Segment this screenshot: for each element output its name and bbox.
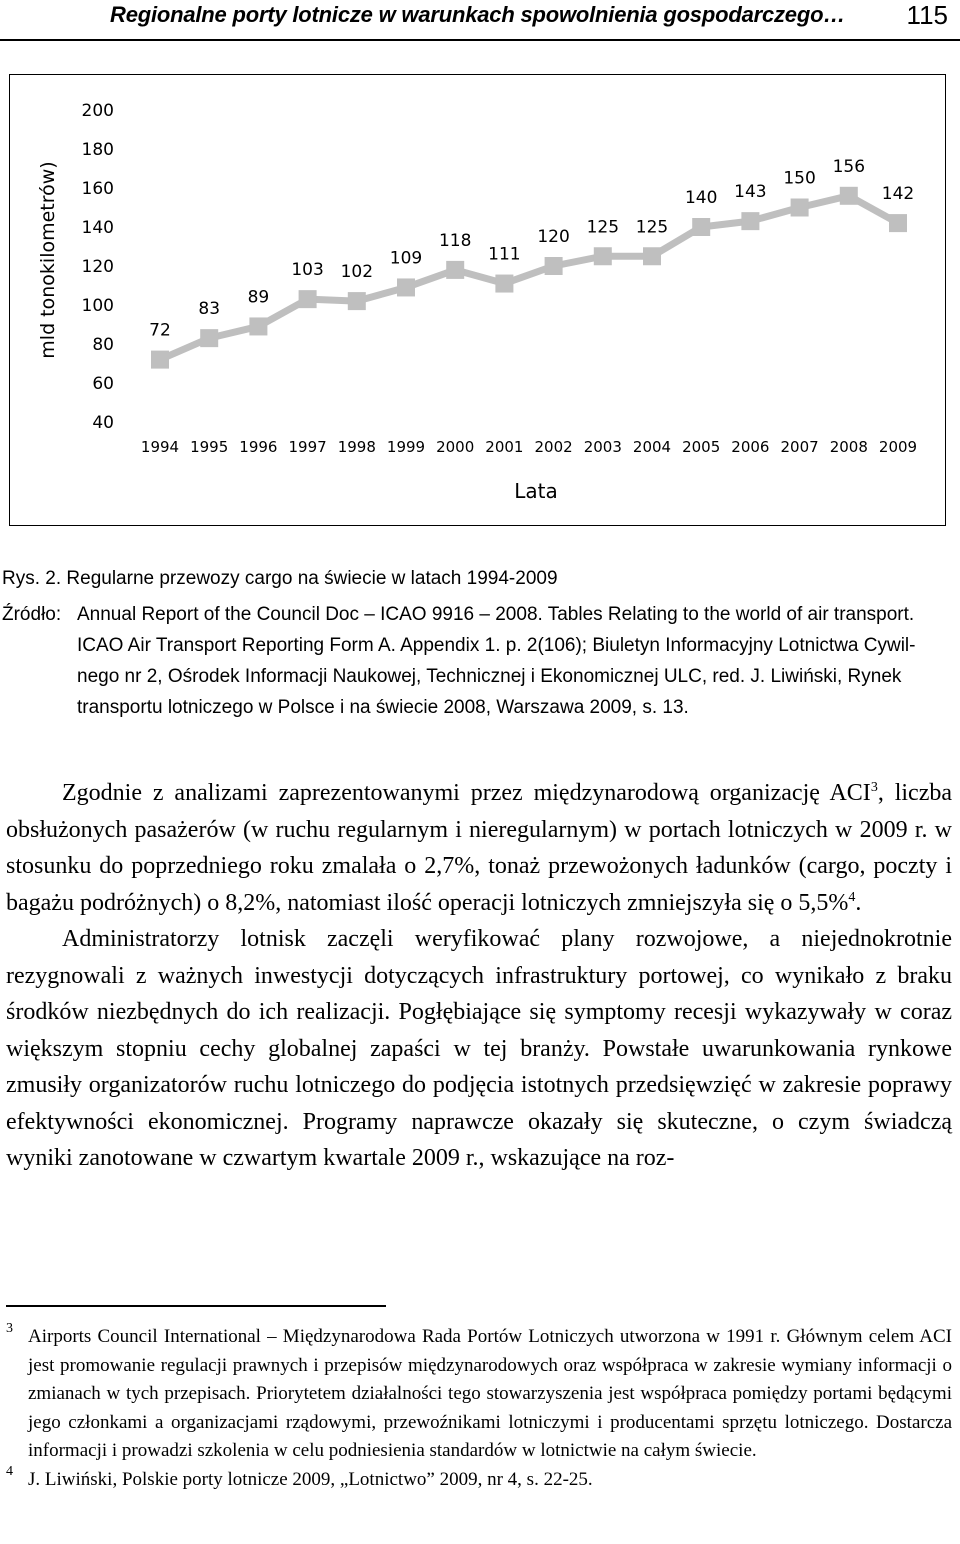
y-tick-label: 140	[81, 218, 114, 238]
data-labels	[149, 157, 914, 341]
data-point-marker	[348, 292, 366, 310]
data-label: 142	[881, 184, 915, 205]
data-point-marker	[643, 247, 661, 265]
footnote-ref[interactable]: 3	[870, 780, 878, 795]
data-label: 150	[783, 168, 816, 189]
x-tick-label: 1994	[140, 438, 180, 456]
data-label: 102	[340, 262, 374, 283]
x-tick-labels	[141, 438, 917, 456]
x-tick-label: 2009	[878, 438, 918, 456]
x-tick-label: 1996	[239, 438, 278, 456]
data-label: 156	[832, 156, 866, 177]
data-label: 125	[586, 217, 620, 238]
footnote-number: 4	[6, 1463, 13, 1479]
page-header	[0, 0, 960, 40]
data-point-marker	[299, 290, 317, 308]
y-tick-labels	[82, 101, 114, 433]
data-point-marker	[741, 212, 759, 230]
x-axis-label: Lata	[514, 479, 558, 503]
line-chart	[10, 75, 944, 524]
data-point-marker	[840, 187, 858, 205]
y-tick-label: 40	[92, 413, 114, 433]
page-number: 115	[906, 0, 948, 30]
source-line: transportu lotniczego w Polsce i na świecie 2008, Warszawa 2009, s. 13.	[77, 697, 689, 718]
data-label: 140	[684, 188, 718, 208]
data-label: 83	[198, 299, 221, 320]
data-point-marker	[692, 218, 710, 236]
source-label: Źródło:	[2, 604, 62, 625]
paragraph: Administratorzy lotnisk zaczęli weryfikować plany rozwojowe, a niejednokrotnie rezygnowali z ważnych inwestycji dotyczących infrastruktury portowej, co wynikało z braku środków niezbędnych do ich realizacji. Pogłębiające się symptomy recesji wykazywały w coraz większym stopniu cechy globalnej zapaści w tej branży. Powstałe uwarunkowania rynkowe zmusiły organizatorów ruchu lotniczego do podjęcia istotnych przedsięwzięć w zakresie poprawy efektywności ekonomicznej. Programy naprawcze okazały się skuteczne, o czym świadczą wyniki zanotowane w czwartym kwartale 2009 r., wskazujące na roz-	[6, 926, 952, 1171]
source-line: nego nr 2, Ośrodek Informacji Naukowej, Technicznej i Ekonomicznej ULC, red. J. Liwiński, Rynek	[77, 666, 902, 687]
y-axis-label: mld tonokilometrów)	[37, 161, 59, 359]
y-tick-label: 100	[81, 296, 114, 316]
paragraph: Zgodnie z analizami zaprezentowanymi przez międzynarodową organizację ACI$^3$, liczba obsłużonych pasażerów (w ruchu regularnym i nieregularnym) w portach lotniczych w 2009 r. w stosunku do poprzedniego roku zmalała o 2,7%, tonaż przewożonych ładunków (cargo, poczty i bagażu podróżnych) o 8,2%, natomiast ilość operacji lotniczych zmniejszyła się o 5,5%$^4$.	[6, 780, 952, 916]
footnote-rule	[6, 1305, 386, 1307]
source-line: Annual Report of the Council Doc – ICAO 9916 – 2008. Tables Relating to the world of air transport.	[77, 604, 915, 625]
data-point-marker	[200, 329, 218, 347]
x-tick-label: 2003	[583, 438, 622, 456]
source-line: ICAO Air Transport Reporting Form A. Appendix 1. p. 2(106); Biuletyn Informacyjny Lotnictwa Cywil-	[77, 635, 916, 656]
y-tick-label: 60	[92, 374, 114, 394]
x-tick-label: 1997	[288, 438, 327, 456]
data-label: 118	[438, 230, 472, 251]
y-tick-label: 160	[81, 179, 114, 199]
chart-frame	[9, 74, 946, 526]
data-point-marker	[791, 199, 809, 217]
y-tick-label: 200	[81, 101, 114, 121]
x-tick-label: 2004	[632, 438, 672, 456]
data-label: 111	[488, 244, 521, 265]
x-tick-label: 2006	[731, 438, 770, 456]
data-label: 103	[291, 260, 324, 281]
y-tick-label: 180	[81, 140, 114, 160]
x-tick-label: 2007	[780, 438, 819, 456]
data-point-marker	[249, 317, 267, 335]
data-point-marker	[594, 247, 612, 265]
footnotes	[6, 1323, 952, 1494]
data-point-marker	[397, 278, 415, 296]
x-tick-label: 2005	[682, 438, 721, 456]
y-tick-label: 120	[81, 257, 114, 277]
y-tick-label: 80	[92, 335, 114, 355]
data-label: 89	[247, 287, 270, 308]
body-text	[6, 775, 952, 1177]
data-label: 109	[389, 248, 423, 269]
data-point-marker	[545, 257, 563, 275]
data-label: 143	[734, 182, 767, 203]
header-rule	[0, 39, 960, 41]
footnote-text: Airports Council International – Międzynarodowa Rada Portów Lotniczych utworzona w 1991 r. Głównym celem ACI jest promowanie regulacji prawnych i przepisów międzynarodowych oraz współpraca w zakresie wymiany informacji o zmianach w tych przepisach. Priorytetem działalności tego stowarzyszenia jest współpraca pomiędzy portami będącymi jego członkami a organizacjami rządowymi, przewoźnikami lotniczymi i producentami sprzętu lotniczego. Dostarcza informacji i prowadzi szkolenia w celu podniesienia standardów w lotnictwie na całym świecie.	[28, 1326, 952, 1461]
data-label: 125	[635, 217, 669, 238]
series-line	[160, 196, 898, 360]
x-tick-label: 1999	[386, 438, 426, 456]
x-tick-label: 2000	[436, 438, 475, 456]
data-point-marker	[889, 214, 907, 232]
data-point-marker	[446, 261, 464, 279]
footnote-ref[interactable]: 4	[848, 889, 856, 905]
x-tick-label: 1995	[190, 438, 229, 456]
x-tick-label: 2008	[829, 438, 868, 456]
data-label: 72	[149, 320, 171, 341]
running-title: Regionalne porty lotnicze w warunkach spowolnienia gospodarczego…	[110, 2, 846, 27]
footnote-text: J. Liwiński, Polskie porty lotnicze 2009, „Lotnictwo” 2009, nr 4, s. 22-25.	[28, 1468, 593, 1490]
data-label: 120	[537, 227, 570, 247]
footnote	[6, 1463, 952, 1495]
data-point-marker	[495, 275, 513, 293]
footnote	[6, 1323, 952, 1466]
data-point-marker	[151, 351, 169, 369]
x-tick-label: 2001	[485, 438, 524, 456]
footnote-number: 3	[6, 1321, 13, 1336]
x-tick-label: 1998	[337, 438, 376, 456]
figure-title: Rys. 2. Regularne przewozy cargo na świecie w latach 1994-2009	[2, 568, 558, 589]
x-tick-label: 2002	[534, 438, 573, 456]
